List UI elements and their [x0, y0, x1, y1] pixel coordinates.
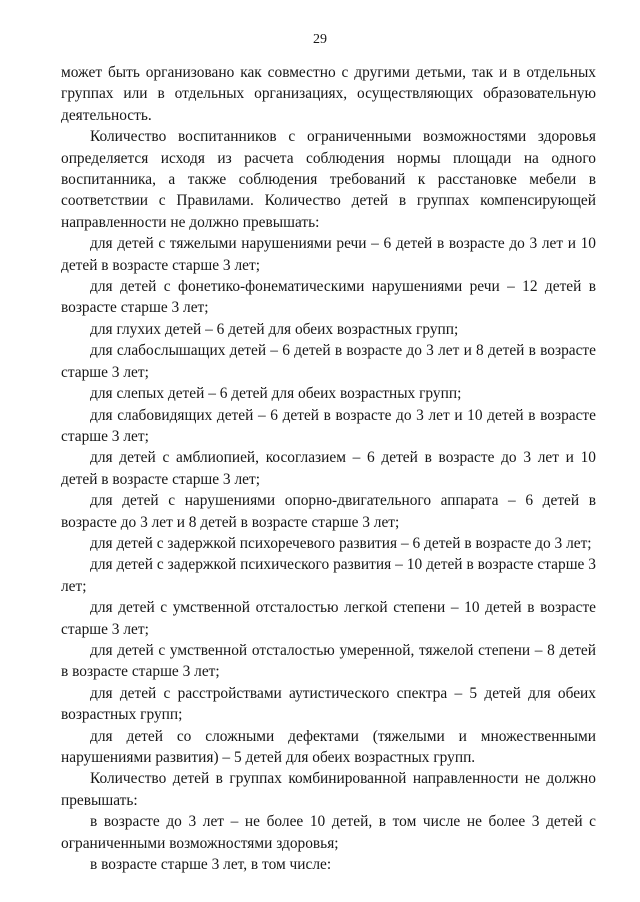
list-item-speech-disorders: для детей с тяжелыми нарушениями речи – 6 детей в возрасте до 3 лет и 10 детей в возрасте старше 3 лет;	[61, 235, 596, 274]
list-item-over-3: в возрасте старше 3 лет, в том числе:	[90, 856, 332, 874]
list-item-autism: для детей с расстройствами аутистического спектра – 5 детей для обеих возрастных групп;	[61, 684, 596, 724]
list-item-complex-defects: для детей со сложными дефектами (тяжелыми и множественными нарушениями развития) – 5 детей для обеих возрастных групп.	[61, 727, 596, 766]
paragraph-pupil-count: Количество воспитанников с ограниченными возможностями здоровья определяется исходя из расчета соблюдения нормы площади на одного воспитанника, а также соблюдения требований к расстановке мебели в соответствии с Правилами. Количество детей в группах компенсирующей направленности не должно превышать:	[61, 128, 596, 231]
list-item-blind: для слепых детей – 6 детей для обеих возрастных групп;	[90, 385, 462, 403]
list-item-hard-of-hearing: для слабослышащих детей – 6 детей в возрасте до 3 лет и 8 детей в возрасте старше 3 лет;	[61, 342, 596, 381]
list-item-moderate-disability: для детей с умственной отсталостью умеренной, тяжелой степени – 8 детей в возрасте старше 3 лет;	[61, 641, 596, 681]
list-item-visually-impaired: для слабовидящих детей – 6 детей в возрасте до 3 лет и 10 детей в возрасте старше 3 лет;	[61, 406, 596, 445]
document-body	[61, 62, 596, 875]
paragraph-continuation: может быть организовано как совместно с другими детьми, так и в отдельных группах или в отдельных организациях, осуществляющих образовательную деятельность.	[61, 64, 596, 124]
list-item-mental-delay: для детей с задержкой психического развития – 10 детей в возрасте старше 3 лет;	[61, 556, 596, 595]
list-item-deaf: для глухих детей – 6 детей для обеих возрастных групп;	[90, 320, 459, 338]
paragraph-combined-groups: Количество детей в группах комбинированной направленности не должно превышать:	[61, 770, 596, 809]
list-item-musculoskeletal: для детей с нарушениями опорно-двигательного аппарата – 6 детей в возрасте до 3 лет и 8 детей в возрасте старше 3 лет;	[61, 492, 596, 531]
list-item-under-3: в возрасте до 3 лет – не более 10 детей, в том числе не более 3 детей с ограниченными возможностями здоровья;	[61, 813, 596, 852]
list-item-amblyopia: для детей с амблиопией, косоглазием – 6 детей в возрасте до 3 лет и 10 детей в возрасте старше 3 лет;	[61, 449, 596, 488]
list-item-phonetic-disorders: для детей с фонетико-фонематическими нарушениями речи – 12 детей в возрасте старше 3 лет;	[61, 278, 596, 317]
page-number: 29	[313, 32, 327, 47]
list-item-psycho-speech-delay: для детей с задержкой психоречевого развития – 6 детей в возрасте до 3 лет;	[90, 534, 592, 552]
list-item-mild-disability: для детей с умственной отсталостью легкой степени – 10 детей в возрасте старше 3 лет;	[61, 599, 596, 638]
